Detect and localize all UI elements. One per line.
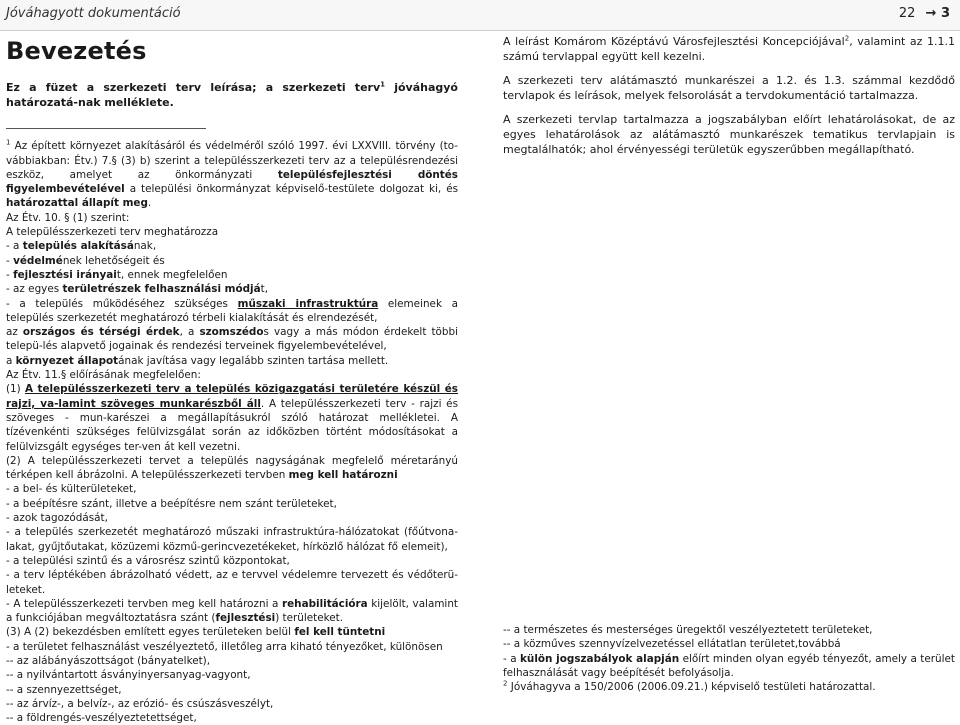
list-item: - védelmének lehetőségeit és (6, 254, 165, 267)
footnote-separator (6, 128, 206, 129)
etv-10-label: Az Étv. 10. § (1) szerint: (6, 211, 130, 224)
list-item: -- a természetes és mesterséges üregektől veszélyeztetett területeket, (503, 624, 873, 636)
list-item: -- a földrengés-veszélyeztetettséget, (6, 712, 197, 725)
list-item: - a település működéséhez szükséges műszaki infrastruktúra elemeinek a település szerkezetét meghatározó térbeli kialakítását és elrendezését, (6, 297, 458, 324)
document-status-title: Jóváhagyott dokumentáció (6, 6, 181, 21)
list-item: - fejlesztési irányait, ennek megfelelően (6, 268, 228, 281)
list-item: - a település alakításának, (6, 240, 157, 253)
right-paragraph-2: A szerkezeti terv alátámasztó munkarészei a 1.2. és 1.3. számmal kezdődő tervlapok és leírások, melyek felsorolását a tervdokumentáció tartalmazza. (503, 74, 955, 102)
footnote-1: $^1$ Az épített környezet alakításáról és védelméről szóló 1997. évi LXXVIII. törvény (to-vábbiakban: Étv.) 7.§ (3) b) szerint a településszerkezeti terv az a településrendezési eszköz, amelyet az önkormányzati településfejlesztési döntés figyelembevételével a települési önkormányzat képviselő-testülete dolgozat ki, és határozattal állapít meg. (6, 138, 458, 210)
left-column (6, 34, 458, 725)
list-item: az országos és térségi érdek, a szomszédos vagy a más módon érdekelt többi telepü-lés alapvető jogainak és rendezési terveinek figyelembevételével, (6, 326, 458, 353)
paragraph-2: (2) A településszerkezeti tervet a település nagyságának megfelelő méretarányú térképen kell ábrázolni. A településszerkezeti tervben meg kell határozni (6, 454, 458, 482)
list-item: -- a közműves szennyvízelvezetéssel ellátatlan területet,továbbá (503, 638, 841, 651)
section-heading: Bevezetés (6, 37, 147, 65)
page-header (0, 0, 960, 31)
intro-paragraph: Ez a füzet a szerkezeti terv leírása; a szerkezeti terv$^1$ jóváhagyó határozatá-nak melléklete. (6, 80, 458, 110)
right-column (503, 34, 955, 157)
page-number-current: 22 (898, 6, 916, 21)
list-item: - a bel- és külterületeket, (6, 483, 137, 496)
etv-11-label: Az Étv. 11.§ előírásának megfelelően: (6, 369, 201, 382)
definition-line: A településszerkezeti terv meghatározza (6, 226, 219, 239)
list-item: - a területet felhasználást veszélyeztető, illetőleg arra kiható tényezőket, különösen (6, 640, 443, 653)
paragraph-3: (3) A (2) bekezdésben említett egyes területeken belül fel kell tüntetni (6, 626, 386, 639)
paragraph-1: (1) A településszerkezeti terv a település közigazgatási területére készül és rajzi, va-lamint szöveges munkarészből áll. A településszerkezeti terv - rajzi és szöveges - mun-karészei a megállapításukról szóló határozat mellékletei. A tízévenkénti szükséges felülvizsgálat során az időközben történt módosításokat a felülvizsgált egységes ter-ven át kell vezetni. (6, 383, 458, 453)
page-next-arrow: → 3 (925, 6, 950, 21)
list-item: -- a szennyezettséget, (6, 683, 122, 696)
right-paragraph-3: A szerkezeti tervlap tartalmazza a jogszabályban előírt lehatárolásokat, de az egyes lehatárolások az alátámasztó munkarészek tematikus tervlapjain is megtalálhatók; ahol érvényességi területük egyszerűbben megállapítható. (503, 113, 955, 156)
list-item: - a település szerkezetét meghatározó műszaki infrastruktúra-hálózatokat (főútvona-lakat, gyűjtőutakat, közüzemi közmű-gerincvezetékeket, hírközlő hálózat fő elemeit), (6, 526, 458, 553)
list-item: - az egyes területrészek felhasználási módját, (6, 283, 269, 296)
list-item: - azok tagozódását, (6, 512, 108, 525)
list-item: - a külön jogszabályok alapján előírt minden olyan egyéb tényezőt, amely a terület felhasználását vagy beépítését befolyásolja. (503, 652, 955, 679)
list-item: a környezet állapotának javítása vagy legalább szinten tartása mellett. (6, 354, 389, 367)
right-bottom-block (503, 623, 955, 694)
rehabilitation-paragraph: - A településszerkezeti tervben meg kell határozni a rehabilitációra kijelölt, valamint a funkciójában megváltoztatásra szánt (fejlesztési) területeket. (6, 597, 458, 625)
page-number (899, 6, 950, 21)
list-item: -- az árvíz-, a belvíz-, az erózió- és csúszásveszélyt, (6, 697, 274, 710)
list-item: - a terv léptékében ábrázolható védett, az e tervvel védelemre tervezett és védőterü-leteket. (6, 569, 458, 596)
right-paragraph-1: A leírást Komárom Középtávú Városfejlesztési Koncepciójával$^2$, valamint az 1.1.1 számú tervlappal együtt kell kezelni. (503, 34, 955, 63)
list-item: -- az alábányászottságot (bányatelket), (6, 654, 211, 667)
list-item: - a beépítésre szánt, illetve a beépítésre nem szánt területeket, (6, 497, 337, 510)
list-item: -- a nyilvántartott ásványinyersanyag-vagyont, (6, 669, 251, 682)
footnote-2: $^2$ Jóváhagyva a 150/2006 (2006.09.21.) képviselő testületi határozattal. (503, 679, 876, 694)
list-item: - a települési szintű és a városrész szintű központokat, (6, 554, 290, 567)
